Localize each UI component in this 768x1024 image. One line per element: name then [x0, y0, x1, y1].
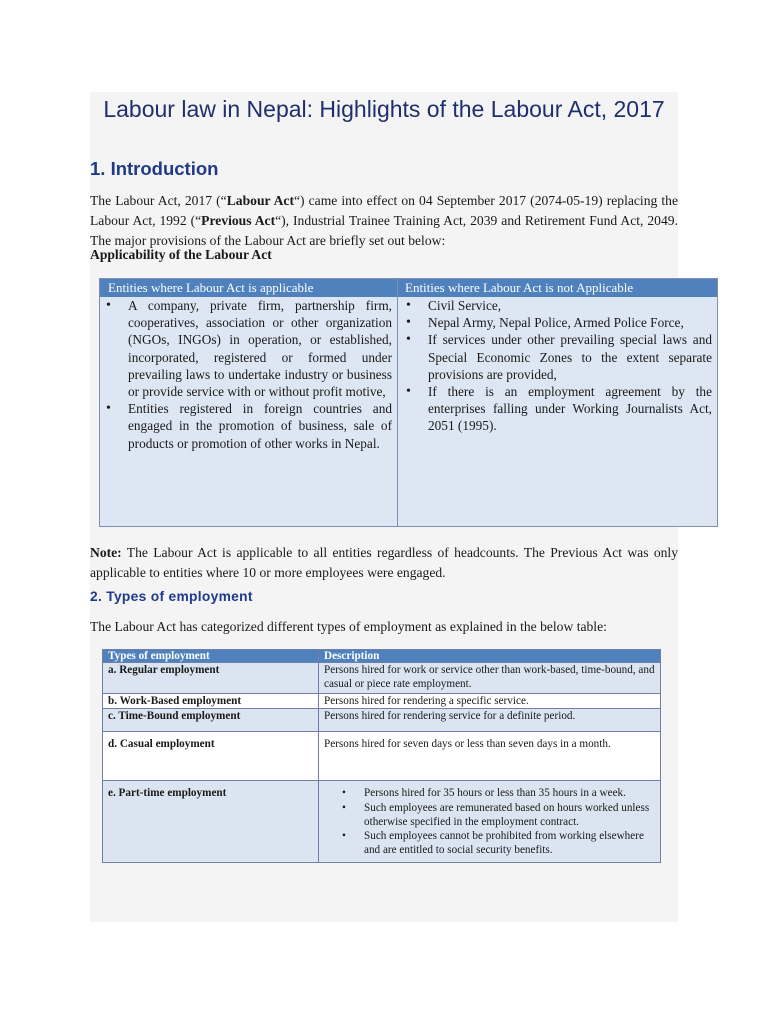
employment-type: a. Regular employment — [103, 663, 319, 694]
list-item: • Nepal Army, Nepal Police, Armed Police Force, — [400, 314, 712, 331]
employment-description — [319, 781, 661, 862]
document-title: Labour law in Nepal: Highlights of the Labour Act, 2017 — [103, 96, 665, 122]
table-row — [103, 781, 661, 862]
intro-paragraph: The Labour Act, 2017 (“Labour Act“) came into effect on 04 September 2017 (2074-05-19) replacing the Labour Act, 1992 (“Previous Act“), Industrial Trainee Training Act, 2039 and Retirement Fund Act, 2049. The major provisions of the Labour Act are briefly set out below: — [90, 193, 678, 248]
applicability-heading: Applicability of the Labour Act — [90, 247, 272, 262]
header-type: Types of employment — [103, 650, 319, 663]
employment-description: Persons hired for rendering service for a definite period. — [319, 709, 661, 732]
table-row — [103, 694, 661, 709]
list-item: • If services under other prevailing special laws and Special Economic Zones to the extent separate provisions are provided, — [400, 331, 712, 383]
list-item: • Civil Service, — [400, 297, 712, 314]
list-item: • Entities registered in foreign countries and engaged in the promotion of business, sale of products or promotion of other works in Nepal. — [100, 400, 392, 452]
table-row — [103, 732, 661, 781]
list-item: • Such employees are remunerated based on hours worked unless otherwise specified in the employment contract. — [324, 801, 655, 830]
employment-type: b. Work-Based employment — [103, 694, 319, 709]
applicability-table-header — [100, 279, 717, 297]
applicability-table — [99, 278, 718, 527]
list-item: • If there is an employment agreement by the enterprises falling under Working Journalists Act, 2051 (1995). — [400, 383, 712, 435]
list-item: • Such employees cannot be prohibited from working elsewhere and are entitled to social security benefits. — [324, 829, 655, 858]
header-applicable: Entities where Labour Act is applicable — [108, 280, 314, 295]
employment-description: Persons hired for rendering a specific service. — [319, 694, 661, 709]
note-paragraph: Note: The Labour Act is applicable to all entities regardless of headcounts. The Previous Act was only applicable to entities where 10 or more employees were engaged. — [90, 545, 678, 580]
list-item: • Persons hired for 35 hours or less than 35 hours in a week. — [324, 786, 655, 800]
header-not-applicable: Entities where Labour Act is not Applicable — [405, 280, 634, 295]
applicable-column — [100, 297, 392, 452]
employment-types-table — [102, 649, 661, 887]
not-applicable-column — [400, 297, 712, 435]
employment-intro-paragraph: The Labour Act has categorized different types of employment as explained in the below table: — [90, 619, 607, 634]
employment-description: Persons hired for seven days or less than seven days in a month. — [319, 732, 661, 781]
employment-description: Persons hired for work or service other than work-based, time-bound, and casual or piece rate employment. — [319, 663, 661, 694]
list-item: • A company, private firm, partnership firm, cooperatives, association or other organization (NGOs, INGOs) in operation, or established, incorporated, registered or formed under prevailing laws to undertake industry or business or provide service with or without profit motive, — [100, 297, 392, 400]
employment-type: e. Part-time employment — [103, 781, 319, 862]
employment-type: d. Casual employment — [103, 732, 319, 781]
header-description: Description — [319, 650, 661, 663]
column-divider — [397, 279, 398, 526]
employment-type: c. Time-Bound employment — [103, 709, 319, 732]
table-row — [103, 663, 661, 694]
section-heading-types-of-employment: 2. Types of employment — [90, 589, 253, 604]
section-heading-introduction: 1. Introduction — [90, 158, 219, 179]
table-row — [103, 709, 661, 732]
